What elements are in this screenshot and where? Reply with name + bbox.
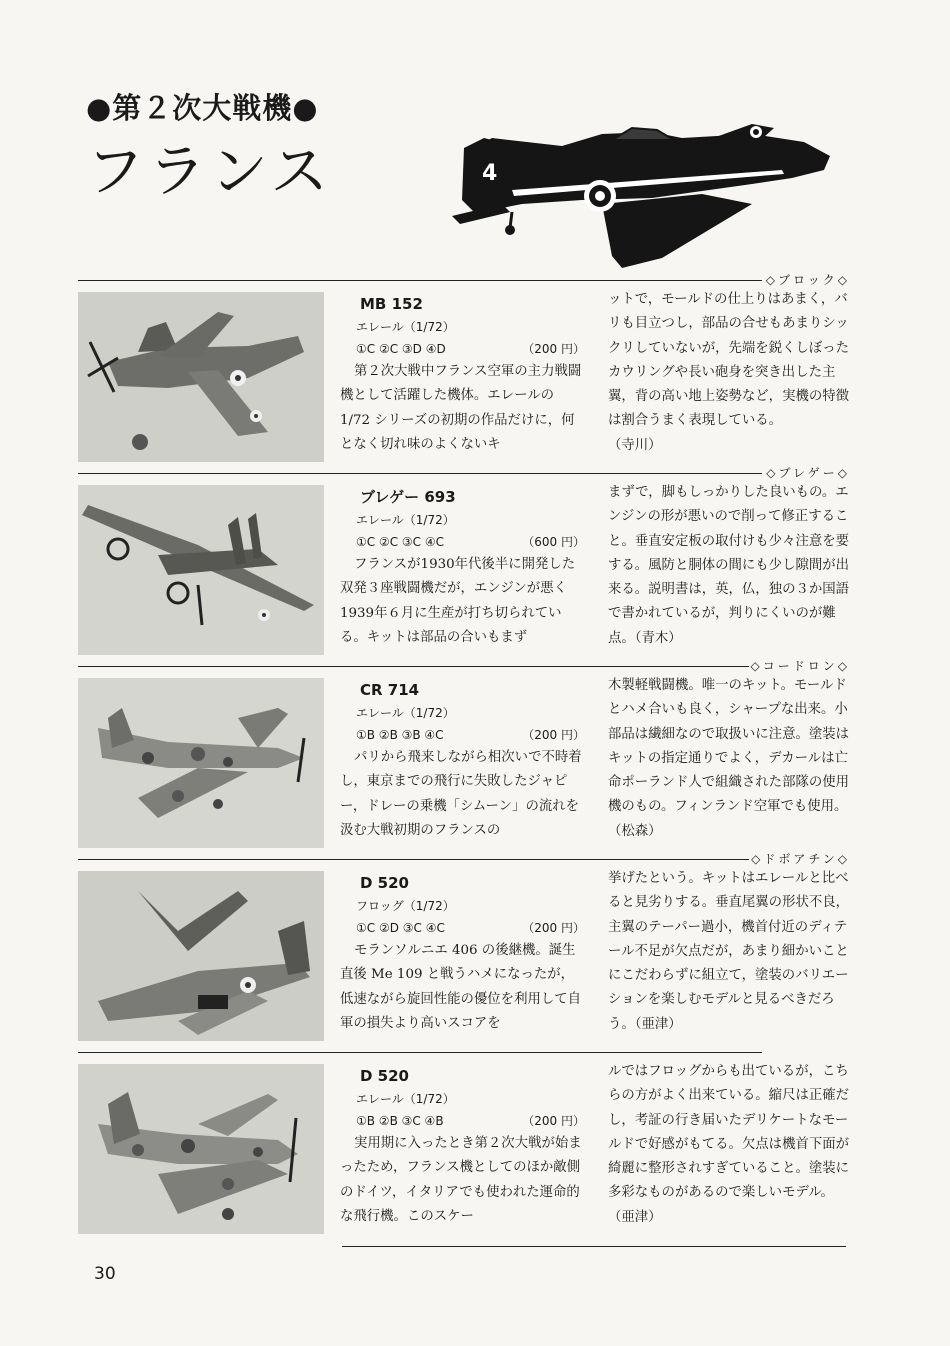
- kit-grades: ①B ②B ③C ④B: [356, 1114, 444, 1128]
- review-text-part2: 挙げたという。キットはエレールと比べると見劣りする。垂直尾翼の形状不良，主翼のテーパー過小，機首付近のディテール不足が欠点だが，あまり細かいことにこだわらずに組立て，塗装のバリエーションを楽しむモデルと見るべきだろう。（亜津）: [608, 871, 850, 1032]
- kit-review-cr714: [78, 659, 850, 860]
- kit-photo: [78, 1064, 324, 1234]
- review-text-part2: まずで，脚もしっかりした良いもの。エンジンの形が悪いので削って修正すること。垂直安定板の取付けも少々注意を要する。風防と胴体の間にも少し隙間が出来る。説明書は，英，仏，独の３か国語で書かれているが，判りにくいのが難点。（青木）: [608, 485, 850, 646]
- kit-review-d520-frog: [78, 852, 850, 1053]
- kit-photo: [78, 871, 324, 1041]
- section-rule: [78, 473, 762, 474]
- review-text-part1: パリから飛来しながら相次いで不時着し，東京までの飛行に失敗したジャピー，ドレーの乗機「シムーン」の流れを汲む大戦初期のフランスの: [340, 750, 582, 838]
- country-title: フランス: [86, 137, 333, 205]
- kit-review-breguet693: [78, 466, 850, 667]
- kit-maker: フロッグ（1/72）: [356, 899, 455, 913]
- kit-name: D 520: [360, 1067, 409, 1085]
- kit-name: D 520: [360, 874, 409, 892]
- review-text-part1: 実用期に入ったとき第２次大戦が始まったため，フランス機としてのほか敵側のドイツ，イタリアでも使われた運命的な飛行機。このスケー: [340, 1136, 582, 1224]
- section-rule: [78, 859, 762, 860]
- section-rule: [78, 280, 762, 281]
- kit-grades: ①B ②B ③B ④C: [356, 728, 444, 742]
- kit-maker: エレール（1/72）: [356, 513, 455, 527]
- kit-grades: ①C ②C ③D ④D: [356, 342, 446, 356]
- kit-review-d520-heller: [78, 1052, 850, 1246]
- kit-rating: [356, 531, 585, 553]
- page-number: 30: [94, 1264, 116, 1284]
- review-text-part2: 木製軽戦闘機。唯一のキット。モールドとハメ合いも良く，シャープな出来。小部品は繊細なので取扱いに注意。塗装はキットの指定通りでよく，デカールは亡命ポーランド人で組織された部隊の使用機のもの。フィンランド空軍でも使用。（松森）: [608, 678, 850, 839]
- kit-photo: [78, 678, 324, 848]
- kit-grades: ①C ②C ③C ④C: [356, 535, 444, 549]
- kit-rating: [356, 724, 585, 746]
- section-tag: ◇ブレゲー◇: [766, 466, 850, 480]
- kit-grades: ①C ②D ③C ④C: [356, 921, 445, 935]
- review-text-part1: フランスが1930年代後半に開発した双発３座戦闘機だが，エンジンが悪く1939年６月に生産が打ち切られている。キットは部品の合いもまず: [340, 557, 576, 645]
- bottom-rule: [342, 1246, 846, 1247]
- kit-rating: [356, 1110, 585, 1132]
- kit-rating: [356, 917, 585, 939]
- series-heading: ●第２次大戦機●: [86, 91, 319, 125]
- kit-maker: エレール（1/72）: [356, 1092, 455, 1106]
- review-text-part1: モランソルニエ 406 の後継機。誕生直後 Me 109 と戦うハメになったが，低速ながら旋回性能の優位を利用して自軍の損失より高いスコアを: [340, 943, 582, 1031]
- kit-price: （200 円）: [522, 728, 585, 742]
- section-tag: ◇コードロン◇: [750, 659, 850, 673]
- kit-maker: エレール（1/72）: [356, 320, 455, 334]
- section-rule: [78, 1052, 762, 1053]
- review-text-part2: ットで，モールドの仕上りはあまく，バリも目立つし，部品の合せもあまりシックリしていないが，先端を鋭くしぼったカウリングや長い砲身を突き出した主翼，背の高い地上姿勢など，実機の特徴は割合うまく表現している。 （寺川）: [608, 292, 850, 453]
- kit-name: ブレゲー 693: [360, 488, 456, 506]
- hero-aircraft-illustration: [452, 108, 842, 268]
- kit-name: CR 714: [360, 681, 420, 699]
- hero-aircraft-code: 4: [482, 161, 498, 186]
- kit-price: （600 円）: [522, 535, 585, 549]
- kit-photo: [78, 292, 324, 462]
- review-text-part2: ルではフロッグからも出ているが，こちらの方がよく出来ている。縮尺は正確だし，考証の行き届いたデリケートなモールドで好感がもてる。欠点は機首下面が綺麗に整形されすぎていること。塗装に多彩なものがあるので楽しいモデル。 （亜津）: [608, 1064, 850, 1225]
- kit-photo: [78, 485, 324, 655]
- review-text-part1: 第２次大戦中フランス空軍の主力戦闘機として活躍した機体。エレールの 1/72 シリーズの初期の作品だけに，何となく切れ味のよくないキ: [340, 364, 582, 452]
- kit-rating: [356, 338, 585, 360]
- kit-maker: エレール（1/72）: [356, 706, 455, 720]
- kit-price: （200 円）: [522, 921, 585, 935]
- kit-price: （200 円）: [522, 1114, 585, 1128]
- kit-price: （200 円）: [522, 342, 585, 356]
- section-tag: ◇ブロック◇: [765, 273, 850, 287]
- kit-review-mb152: [78, 273, 850, 474]
- section-rule: [78, 666, 762, 667]
- kit-name: MB 152: [360, 295, 423, 313]
- section-tag: ◇ドボアチン◇: [751, 852, 850, 866]
